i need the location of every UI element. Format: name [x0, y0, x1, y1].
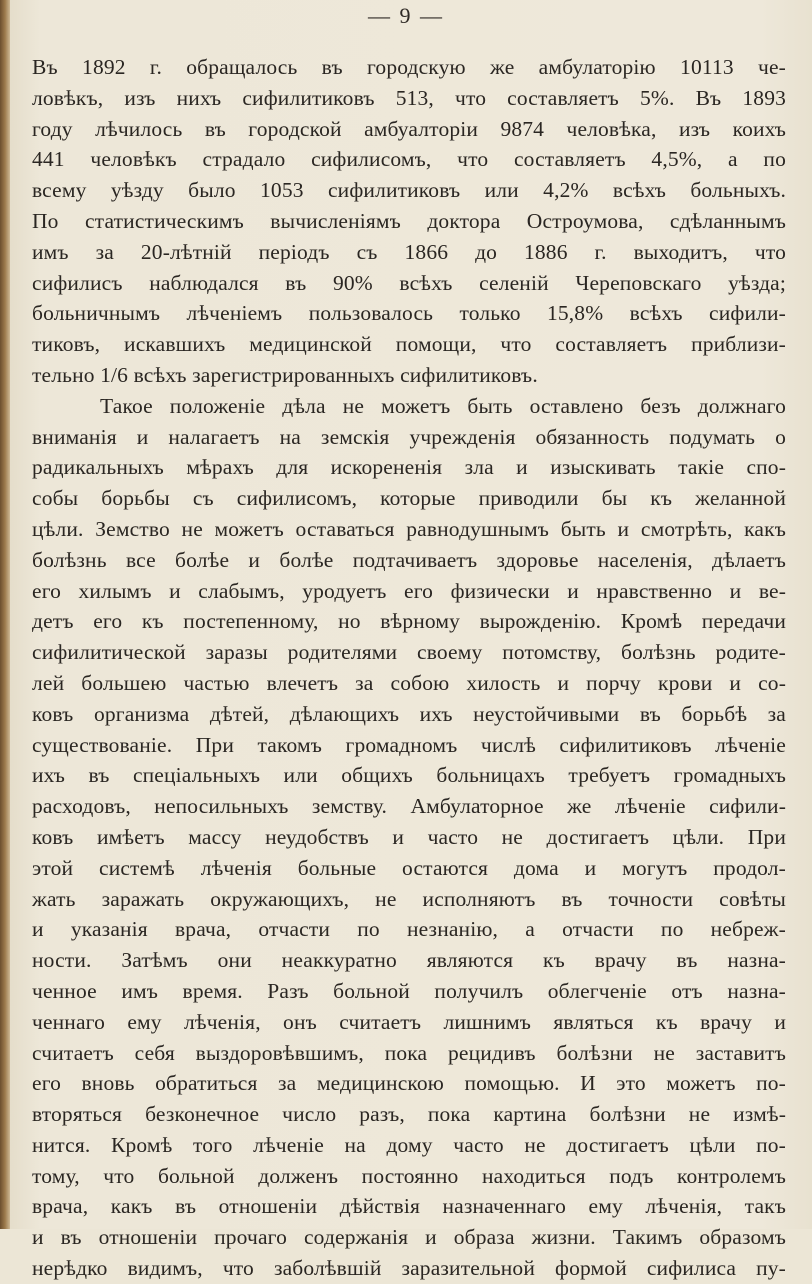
text-line: этой системѣ лѣченія больные остаются дома и могутъ продол- [32, 855, 786, 880]
text-line: его хилымъ и слабымъ, уродуетъ его физически и нравственно и ве- [32, 578, 786, 603]
text-line: расходовъ, непосильныхъ земству. Амбулаторное же лѣченіе сифили- [32, 794, 786, 819]
text-line: собы борьбы съ сифилисомъ, которые приводили бы къ желанной [32, 486, 786, 511]
text-line: По статистическимъ вычисленіямъ доктора Остроумова, сдѣланнымъ [32, 208, 786, 233]
paragraph-start-line: Такое положеніе дѣла не можетъ быть оставлено безъ должнаго [100, 393, 786, 418]
text-line: вниманія и налагаетъ на земскія учрежденія обязанность подумать о [32, 424, 786, 449]
page-number: — 9 — [368, 3, 444, 28]
text-line: считаетъ себя выздоровѣвшимъ, пока рецидивъ болѣзни не заставитъ [32, 1040, 786, 1065]
text-line: тому, что больной долженъ постоянно находиться подъ контролемъ [32, 1163, 786, 1188]
text-line: тиковъ, искавшихъ медицинской помощи, что составляетъ приблизи- [32, 332, 786, 357]
text-line: вторяться безконечное число разъ, пока картина болѣзни не измѣ- [32, 1102, 786, 1127]
text-line: ковъ имѣетъ массу неудобствъ и часто не достигаетъ цѣли. При [32, 824, 786, 849]
text-line: ченное имъ время. Разъ больной получилъ облегченіе отъ назна- [32, 978, 786, 1003]
text-line: ковъ организма дѣтей, дѣлающихъ ихъ неустойчивыми въ борьбѣ за [32, 701, 786, 726]
text-line: его вновь обратиться за медицинскою помощью. И это можетъ по- [32, 1071, 786, 1096]
text-line: детъ его къ постепенному, но вѣрному вырожденію. Кромѣ передачи [32, 609, 786, 634]
page-binding-edge [0, 0, 10, 1229]
text-line: нится. Кромѣ того лѣченіе на дому часто не достигаетъ цѣли по- [32, 1132, 786, 1157]
text-line: году лѣчилось въ городской амбуалторіи 9874 человѣка, изъ коихъ [32, 116, 786, 141]
text-line: лей большею частью влечетъ за собою хилость и порчу крови и со- [32, 670, 786, 695]
text-line: 441 человѣкъ страдало сифилисомъ, что составляетъ 4,5%, а по [32, 147, 786, 172]
text-line: больничнымъ лѣченіемъ пользовалось только 15,8% всѣхъ сифили- [32, 301, 786, 326]
text-line: имъ за 20-лѣтній періодъ съ 1866 до 1886 г. выходитъ, что [32, 239, 786, 264]
text-line: всему уѣзду было 1053 сифилитиковъ или 4,2% всѣхъ больныхъ. [32, 178, 786, 203]
text-line: существованіе. При такомъ громадномъ числѣ сифилитиковъ лѣченіе [32, 732, 786, 757]
text-line: ловѣкъ, изъ нихъ сифилитиковъ 513, что составляетъ 5%. Въ 1893 [32, 85, 786, 110]
text-line: жать заражать окружающихъ, не исполняютъ въ точности совѣты [32, 886, 786, 911]
text-line: и указанія врача, отчасти по незнанію, а отчасти по небреж- [32, 917, 786, 942]
text-line: болѣзнь все болѣе и болѣе подтачиваетъ здоровье населенія, дѣлаетъ [32, 547, 786, 572]
paragraph-end-line: тельно 1/6 всѣхъ зарегистрированныхъ сифилитиковъ. [32, 362, 538, 387]
text-line: нерѣдко видимъ, что заболѣвшій заразительной формой сифилиса пу- [32, 1256, 786, 1281]
text-line: сифилитической заразы родителями своему потомству, болѣзнь родите- [32, 640, 786, 665]
text-line: ченнаго ему лѣченія, онъ считаетъ лишнимъ являться къ врачу и [32, 1009, 786, 1034]
body-text [32, 52, 786, 1284]
text-line: Въ 1892 г. обращалось въ городскую же амбулаторію 10113 че- [32, 55, 786, 79]
text-line: ихъ въ спеціальныхъ или общихъ больницахъ требуетъ громадныхъ [32, 763, 786, 788]
text-line: ности. Затѣмъ они неаккуратно являются къ врачу въ назна- [32, 948, 786, 973]
text-line: сифилисъ наблюдался въ 90% всѣхъ селеній Череповскаго уѣзда; [32, 270, 786, 295]
text-line: радикальныхъ мѣрахъ для искорененія зла и изыскивать такіе спо- [32, 455, 786, 480]
text-line: цѣли. Земство не можетъ оставаться равнодушнымъ быть и смотрѣть, какъ [32, 516, 786, 541]
text-line: врача, какъ въ отношеніи дѣйствія назначеннаго ему лѣченія, такъ [32, 1194, 786, 1219]
text-line: и въ отношеніи прочаго содержанія и образа жизни. Такимъ образомъ [32, 1225, 786, 1250]
